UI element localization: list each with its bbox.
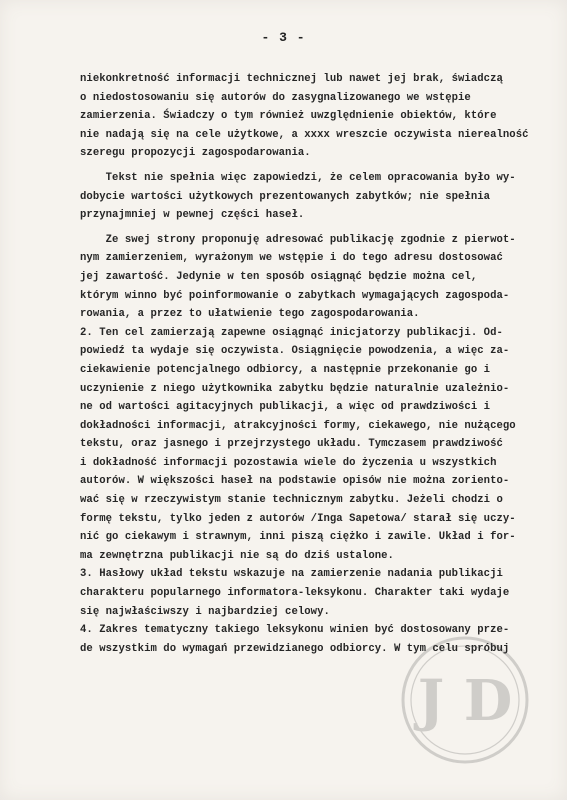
- text-line: ma zewnętrzna publikacji nie są do dziś ustalone.: [80, 549, 394, 562]
- text-line: powiedź ta wydaje się oczywista. Osiągnięcie powodzenia, a więc za-: [80, 345, 510, 358]
- text-line: o niedostosowaniu się autorów do zasygnalizowanego we wstępie: [80, 91, 471, 104]
- text-line: przynajmniej w pewnej części haseł.: [80, 209, 305, 222]
- stamp-monogram: J D: [417, 668, 513, 734]
- body-text: [80, 70, 558, 658]
- text-line: ciekawienie potencjalnego odbiorcy, a następnie przekonanie go i: [80, 363, 491, 376]
- text-line: niekonkretność informacji technicznej lub nawet jej brak, świadczą: [80, 73, 503, 85]
- text-line: ne od wartości agitacyjnych publikacji, a więc od prawdziwości i: [80, 401, 491, 414]
- text-line: 4. Zakres tematyczny takiego leksykonu winien być dostosowany prze-: [80, 624, 510, 637]
- page-number: - 3 -: [261, 30, 306, 45]
- text-line: zamierzenia. Świadczy o tym również uwzględnienie obiektów, które: [80, 110, 497, 123]
- text-line: uczynienie z niego użytkownika zabytku będzie naturalnie uzależnio-: [80, 382, 510, 395]
- text-line: rowania, a przez to ułatwienie tego zagospodarowania.: [80, 308, 420, 321]
- paragraph-5: [80, 565, 558, 621]
- paragraph-4: [80, 324, 558, 566]
- text-line: nie nadają się na cele użytkowe, a xxxx wreszcie oczywista nierealność szeregu propozycji zagospodarowania.: [80, 128, 529, 160]
- paragraph-2: [80, 169, 558, 225]
- text-line: którym winno być poinformowanie o zabytkach wymagających zagospoda-: [80, 289, 510, 302]
- paragraph-3: [80, 231, 558, 324]
- text-line: nić go ciekawym i strawnym, inni piszą ciężko i zawile. Układ i for-: [80, 531, 516, 544]
- text-line: 3. Hasłowy układ tekstu wskazuje na zamierzenie nadania publikacji: [80, 568, 503, 581]
- text-line: de wszystkim do wymagań przewidzianego odbiorcy. W tym celu spróbuj: [80, 642, 510, 655]
- text-line: charakteru popularnego informatora-leksykonu. Charakter taki wydaje: [80, 587, 510, 600]
- text-line: formę tekstu, tylko jeden z autorów /Inga Sapetowa/ starał się uczy-: [80, 512, 516, 525]
- text-line: tekstu, oraz jasnego i przejrzystego układu. Tymczasem prawdziwość: [80, 438, 503, 451]
- text-line: wać się w rzeczywistym stanie technicznym zabytku. Jeżeli chodzi o: [80, 494, 503, 507]
- paragraph-1: [80, 70, 558, 163]
- text-line: dobycie wartości użytkowych prezentowanych zabytków; nie spełnia: [80, 190, 491, 203]
- text-line: Ze swej strony proponuję adresować publikację zgodnie z pierwot-: [80, 233, 516, 246]
- text-line: Tekst nie spełnia więc zapowiedzi, że celem opracowania było wy-: [80, 171, 516, 184]
- text-line: 2. Ten cel zamierzają zapewne osiągnąć inicjatorzy publikacji. Od-: [80, 326, 503, 339]
- text-line: jej zawartość. Jedynie w ten sposób osiągnąć będzie można cel,: [80, 270, 478, 283]
- text-line: i dokładność informacji pozostawia wiele do życzenia u wszystkich: [80, 456, 497, 469]
- paragraph-6: [80, 621, 558, 658]
- text-line: nym zamierzeniem, wyrażonym we wstępie i do tego adresu dostosować: [80, 252, 503, 265]
- text-line: autorów. W większości haseł na podstawie opisów nie można zoriento-: [80, 475, 510, 488]
- text-line: się najwłaściwszy i najbardziej celowy.: [80, 605, 330, 618]
- text-line: dokładności informacji, atrakcyjności formy, ciekawego, nie nużącego: [80, 419, 516, 432]
